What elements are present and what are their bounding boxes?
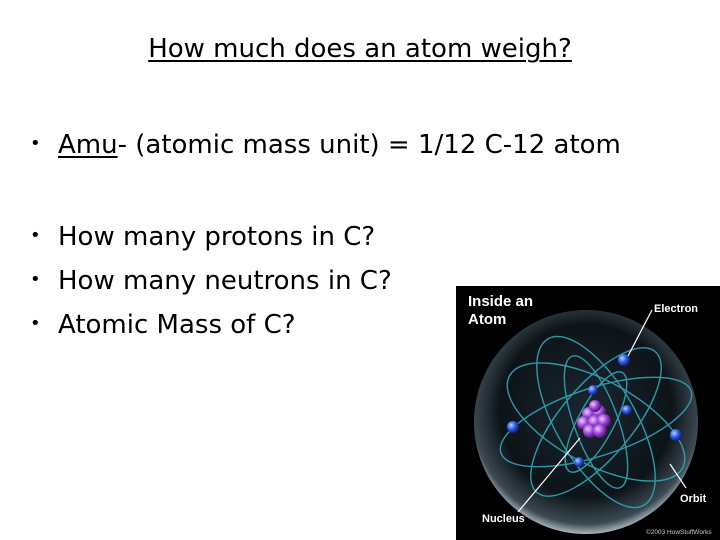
bullet-neutrons	[30, 266, 392, 296]
bullet-glyph: •	[30, 269, 41, 290]
bullet-mass	[30, 310, 296, 340]
label-electron: Electron	[654, 303, 699, 315]
amu-definition: - (atomic mass unit) = 1/12 C-12 atom	[117, 130, 621, 160]
electron	[622, 405, 632, 415]
atom-figure	[456, 286, 720, 540]
copyright-notice: ©2003 HowStuffWorks	[646, 529, 712, 536]
protons-question: How many protons in C?	[58, 222, 376, 252]
label-nucleus: Nucleus	[482, 513, 525, 525]
electron	[507, 421, 519, 433]
bullet-glyph: •	[30, 133, 41, 154]
mass-question: Atomic Mass of C?	[58, 310, 296, 340]
figure-heading-line1: Inside an	[468, 293, 534, 310]
bullet-glyph: •	[30, 225, 41, 246]
atom-illustration	[456, 286, 720, 540]
amu-term: Amu	[58, 130, 118, 160]
electron	[588, 385, 598, 395]
electron	[574, 457, 584, 467]
electron	[670, 429, 682, 441]
bullet-protons	[30, 222, 375, 252]
label-orbit: Orbit	[680, 493, 707, 505]
slide-title: How much does an atom weigh?	[148, 34, 572, 64]
bullet-glyph: •	[30, 313, 41, 334]
bullet-amu	[30, 130, 621, 160]
neutrons-question: How many neutrons in C?	[58, 266, 392, 296]
figure-heading-line2: Atom	[468, 311, 507, 328]
